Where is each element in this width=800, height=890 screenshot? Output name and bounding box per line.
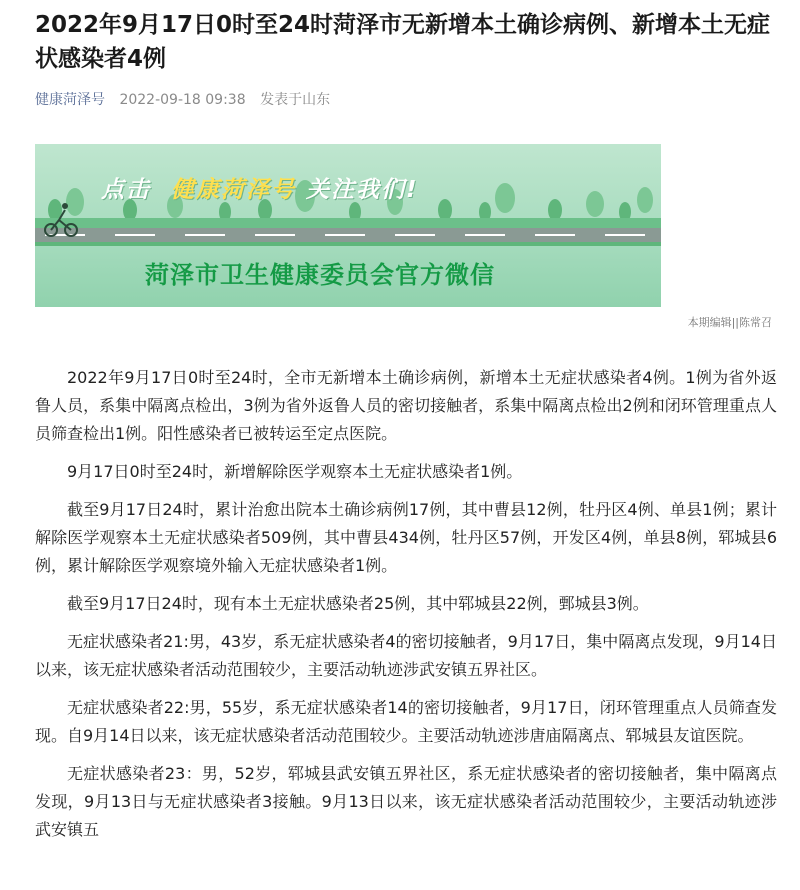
paragraph: 无症状感染者22:男，55岁，系无症状感染者14的密切接触者，9月17日，闭环管理重点人员筛查发现。自9月14日以来，该无症状感染者活动范围较少。主要活动轨迹涉唐庙隔离点、郓城县友谊医院。 bbox=[35, 698, 777, 745]
banner-slogan: 点击 健康菏泽号 关注我们! bbox=[101, 177, 419, 203]
source-account-link[interactable]: 健康菏泽号 bbox=[35, 92, 105, 108]
editor-credit: 本期编辑||陈常召 bbox=[687, 316, 772, 329]
article-meta bbox=[35, 89, 330, 109]
article-body bbox=[35, 364, 777, 854]
article-title: 2022年9月17日0时至24时菏泽市无新增本土确诊病例、新增本土无症状感染者4例 bbox=[35, 12, 771, 72]
paragraph: 2022年9月17日0时至24时，全市无新增本土确诊病例，新增本土无症状感染者4例。1例为省外返鲁人员，系集中隔离点检出，3例为省外返鲁人员的密切接触者，系集中隔离点检出2例和闭环管理重点人员筛查检出1例。阳性感染者已被转运至定点医院。 bbox=[35, 368, 777, 443]
banner-image[interactable] bbox=[35, 144, 661, 307]
paragraph: 截至9月17日24时，现有本土无症状感染者25例，其中郓城县22例，鄄城县3例。 bbox=[67, 594, 649, 613]
banner-org-name: 菏泽市卫生健康委员会官方微信 bbox=[145, 261, 495, 289]
publish-location: 发表于山东 bbox=[260, 92, 331, 108]
publish-time: 2022-09-18 09:38 bbox=[119, 92, 246, 108]
paragraph: 无症状感染者21:男，43岁，系无症状感染者4的密切接触者，9月17日，集中隔离点发现，9月14日以来，该无症状感染者活动范围较少，主要活动轨迹涉武安镇五界社区。 bbox=[35, 632, 777, 679]
paragraph: 截至9月17日24时，累计治愈出院本土确诊病例17例，其中曹县12例，牡丹区4例、单县1例；累计解除医学观察本土无症状感染者509例，其中曹县434例，牡丹区57例，开发区4例，单县8例，郓城县6例，累计解除医学观察境外输入无症状感染者1例。 bbox=[35, 500, 777, 575]
paragraph: 无症状感染者23：男，52岁，郓城县武安镇五界社区，系无症状感染者的密切接触者，集中隔离点发现，9月13日与无症状感染者3接触。9月13日以来，该无症状感染者活动范围较少，主要活动轨迹涉武安镇五 bbox=[35, 764, 777, 839]
paragraph: 9月17日0时至24时，新增解除医学观察本土无症状感染者1例。 bbox=[67, 462, 523, 481]
